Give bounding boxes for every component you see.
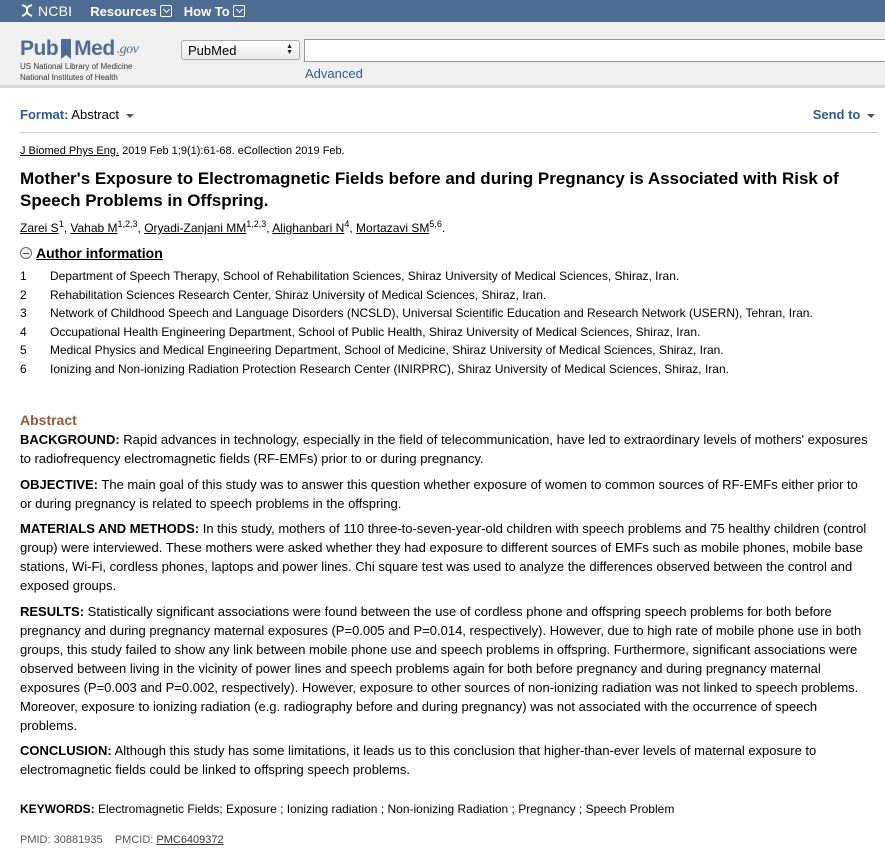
pmid-value: 30881935 <box>53 834 103 846</box>
affiliation-text: Medical Physics and Medical Engineering Department, School of Medicine, Shiraz University of Medical Sciences, Shiraz, Iran. <box>50 343 724 358</box>
author-information-label: Author information <box>36 245 163 261</box>
format-label: Format: <box>20 107 69 122</box>
affiliation-number: 5 <box>20 343 27 358</box>
resources-menu-label: Resources <box>90 3 157 19</box>
section-label: RESULTS: <box>20 603 85 619</box>
author-affiliation-sup: 1,2,3 <box>117 219 138 229</box>
section-text: Statistically significant associations were found between the use of cordless phone and offspring speech problems for both before pregnancy and during pregnancy maternal exposures (P=0.005 and P=0.014, respectively). However, due to high rate of mobile phone use in both groups, this study failed to show any link between mobile phone use and speech problems in offspring. Furthermore, significant associations were observed between living in the vicinity of power lines and speech problems again for both before pregnancy and during pregnancy maternal exposures (P=0.003 and P=0.002, respectively). However, exposure to other sources of non-ionizing radiation was not linked to speech problems. Moreover, exposure to ionizing radiation (e.g. radiography before and during pregnancy) was not associated with the occurrence of speech problems. <box>20 603 862 733</box>
book-icon <box>59 35 73 61</box>
pmcid-link[interactable]: PMC6409372 <box>156 834 224 846</box>
keywords-text: Electromagnetic Fields; Exposure ; Ionizing radiation ; Non-ionizing Radiation ; Pregnancy ; Speech Problem <box>94 802 675 816</box>
pubmed-header <box>0 22 885 88</box>
journal-link[interactable]: J Biomed Phys Eng. <box>20 145 120 157</box>
ncbi-logo-text: NCBI <box>38 3 73 19</box>
abstract-results <box>20 602 872 735</box>
ncbi-home-link[interactable] <box>20 3 72 19</box>
affiliation-number: 6 <box>20 361 27 376</box>
select-arrows-icon: ▲ ▼ <box>286 43 293 56</box>
author-affiliation-sup: 4 <box>344 219 350 229</box>
abstract-conclusion <box>20 741 872 779</box>
chevron-down-icon <box>233 5 245 17</box>
citation-details: 2019 Feb 1;9(1):61-68. eCollection 2019 Feb. <box>122 145 345 157</box>
logo-gov: .gov <box>116 42 139 57</box>
ncbi-top-bar <box>0 0 885 22</box>
article-title: Mother's Exposure to Electromagnetic Fields before and during Pregnancy is Associated with Risk of Speech Problems in Offspring. <box>20 169 839 210</box>
affiliation-text: Network of Childhood Speech and Language Disorders (NCSLD), Universal Scientific Education and Research Network (USERN), Tehran, Iran. <box>50 306 813 321</box>
author-affiliation-sup: 1,2,3 <box>246 219 267 229</box>
how-to-menu[interactable] <box>184 4 245 19</box>
database-select[interactable] <box>181 40 300 60</box>
abstract-body <box>20 430 872 786</box>
affiliation-number: 3 <box>20 306 27 321</box>
author-link[interactable]: Oryadi-Zanjani MM <box>144 221 247 235</box>
collapse-minus-icon <box>20 247 32 259</box>
affiliation-item <box>20 287 860 303</box>
author-affiliation-sup: 1 <box>58 219 64 229</box>
format-value: Abstract <box>71 107 119 122</box>
abstract-objective <box>20 475 872 513</box>
advanced-search-link[interactable]: Advanced <box>305 66 363 81</box>
author-link[interactable]: Mortazavi SM <box>356 221 430 235</box>
author-link[interactable]: Zarei S <box>20 221 59 235</box>
section-text: Rapid advances in technology, especially in the field of telecommunication, have led to extraordinary levels of mothers' exposures to radiofrequency electromagnetic fields (RF-EMFs) prior to or during pregnancy. <box>20 432 868 466</box>
chevron-down-icon <box>160 5 172 17</box>
resources-menu[interactable] <box>90 4 171 19</box>
pubmed-logo[interactable] <box>20 31 138 83</box>
affiliation-list <box>20 268 860 380</box>
caret-down-icon <box>867 114 875 118</box>
affiliation-item <box>20 324 860 340</box>
abstract-heading: Abstract <box>20 412 77 428</box>
how-to-menu-label: How To <box>183 3 230 19</box>
author-link[interactable]: Vahab M <box>70 221 118 235</box>
author-link[interactable]: Alighanbari N <box>272 221 345 235</box>
author-affiliation-sup: 5,6 <box>429 219 442 229</box>
affiliation-number: 4 <box>20 324 27 339</box>
send-to-dropdown[interactable] <box>813 107 875 122</box>
abstract-background <box>20 430 872 468</box>
section-text: The main goal of this study was to answer this question whether exposure of women to common sources of RF-EMFs either prior to or during pregnancy is related to speech problems in the offspring. <box>20 476 858 511</box>
search-input[interactable] <box>304 39 885 62</box>
affiliation-item <box>20 305 860 321</box>
affiliation-text: Rehabilitation Sciences Research Center, Shiraz University of Medical Sciences, Shiraz, Iran. <box>50 287 547 302</box>
format-bar <box>20 107 875 123</box>
logo-med: Med <box>74 37 115 60</box>
affiliation-number: 2 <box>20 287 27 302</box>
send-to-label: Send to <box>812 107 861 122</box>
pmcid-label: PMCID: <box>114 834 154 846</box>
abstract-methods <box>20 519 872 595</box>
citation <box>20 145 345 157</box>
ncbi-helix-icon <box>20 3 34 19</box>
logo-subtitle-nlm: US National Library of Medicine <box>20 62 133 71</box>
section-text: In this study, mothers of 110 three-to-seven-year-old children with speech problems and 75 healthy children (control group) were interviewed. These mothers were asked whether they had exposure to different sources of EMFs such as mobile phones, mobile base stations, Wi-Fi, cordless phones, laptops and power lines. Chi square test was used to analyze the differences observed between the control and exposed groups. <box>20 521 867 593</box>
author-list: Zarei $S^1$, Vahab M$^{1,2,3}$, Oryadi-Zanjani MM$^{1,2,3}$, Alighanbari $N^4$, Mortazavi SM$^{5,6}$. <box>20 219 446 235</box>
affiliation-text: Ionizing and Non-ionizing Radiation Protection Research Center (INIRPRC), Shiraz University of Medical Sciences, Shiraz, Iran. <box>50 361 729 376</box>
logo-pub: Pub <box>20 37 59 60</box>
section-label: CONCLUSION: <box>20 743 112 758</box>
affiliation-item <box>20 268 860 284</box>
affiliation-text: Occupational Health Engineering Department, School of Public Health, Shiraz University of Medical Sciences, Shiraz, Iran. <box>50 324 701 339</box>
divider <box>20 132 878 133</box>
affiliation-item <box>20 342 860 358</box>
affiliation-item <box>20 361 860 377</box>
section-text: Although this study has some limitations, it leads us to this conclusion that higher-than-ever levels of maternal exposure to electromagnetic fields could be linked to offspring speech problems. <box>20 743 817 777</box>
affiliation-number: 1 <box>20 269 27 283</box>
section-label: BACKGROUND: <box>20 432 120 447</box>
article-ids <box>20 834 224 846</box>
keywords <box>20 802 674 816</box>
format-dropdown[interactable] <box>20 107 134 122</box>
section-label: OBJECTIVE: <box>20 476 99 492</box>
keywords-label: KEYWORDS: <box>20 802 95 816</box>
pmid-label: PMID: <box>20 834 51 846</box>
pubmed-wordmark <box>20 31 138 61</box>
section-label: MATERIALS AND METHODS: <box>20 521 200 536</box>
logo-subtitle-nih: National Institutes of Health <box>20 73 118 82</box>
author-information-toggle[interactable] <box>20 245 163 261</box>
affiliation-text: Department of Speech Therapy, School of Rehabilitation Sciences, Shiraz University of Medical Sciences, Shiraz, Iran. <box>50 269 680 283</box>
caret-down-icon <box>126 114 134 118</box>
database-select-value: PubMed <box>188 42 237 58</box>
